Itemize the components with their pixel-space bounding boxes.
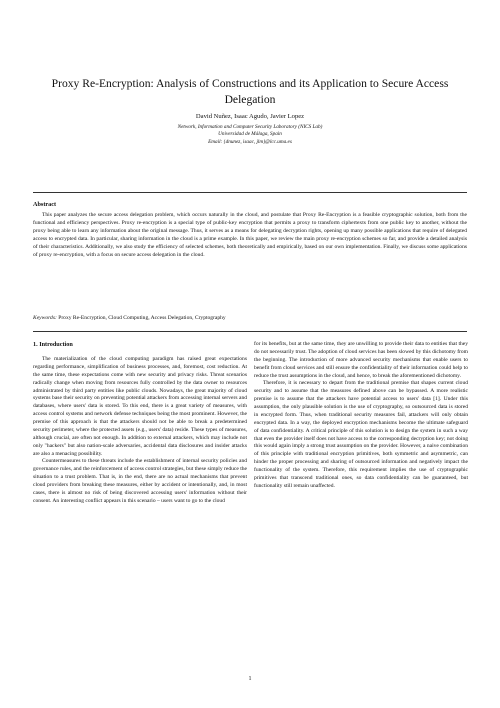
abstract-heading: Abstract	[33, 201, 57, 208]
abstract-text: This paper analyzes the secure access delegation problem, which occurs naturally in the cloud, and postulate that Proxy Re-Encryption is a feasible cryptographic solution, both from the functional and efficiency perspectives. Proxy re-encryption is a special type of public-key encryption that permits a proxy to transform ciphertexts from one public key to another, without the proxy being able to learn any information about the original message. Thus, it serves as a means for delegating decryption rights, opening up many possible applications that require of delegated access to encrypted data. In particular, sharing information in the cloud is a prime example. In this paper, we review the main proxy re-encryption schemes so far, and provide a detailed analysis of their characteristics. Additionally, we also study the efficiency of selected schemes, both theoretically and empirically, based on our own implementation. Finally, we discuss some applications of proxy re-encryption, with a focus on secure access delegation in the cloud.	[33, 212, 467, 258]
page-number: 1	[248, 676, 252, 682]
author-list: David Nuñez, Isaac Agudo, Javier Lopez	[195, 113, 305, 120]
intro-paragraph: Countermeasures to these threats include the establishment of internal security policies and governance rules, and the reinforcement of access control strategies, but these simply reduce the situation to a trust problem. That is, in the end, there are no actual mechanisms that prevent cloud providers from breaking these measures, either by accident or intentionally, and, in most cases, there is almost no risk of being discovered accessing users' information without their consent. An interesting conflict appears in this scenario – users want to go to the cloud	[33, 458, 247, 504]
intro-paragraph: for its benefits, but at the same time, they are unwilling to provide their data to entities that they do not necessarily trust. The adoption of cloud services has been slowed by this dichotomy from the beginning. The introduction of more advanced security mechanisms that enable users to benefit from cloud services and still ensure the confidentiality of their information could help to reduce the trust assumptions in the cloud, and hence, to break the aforementioned dichotomy.	[254, 341, 468, 379]
affiliation-lab: Network, Information and Computer Security Laboratory (NICS Lab)	[177, 124, 323, 130]
abstract-bottom-rule	[33, 331, 467, 332]
keywords-label: Keywords:	[33, 315, 57, 321]
section-heading-introduction: 1. Introduction	[33, 341, 73, 348]
intro-paragraph: Therefore, it is necessary to depart from the traditional premise that shapes current cloud security and to assume that the measures defined above can be bypassed. A more realistic premise is to assume that the attackers have potential access to users' data [1]. Under this assumption, the only plausible solution is the use of cryptography, so outsourced data is stored in encrypted form. Thus, when traditional security measures fail, attackers will only obtain encrypted data. In a way, the deployed encryption mechanisms become the ultimate safeguard of data confidentiality. A critical principle of this solution is to design the system in such a way that even the provider itself does not have access to the corresponding decryption key; not doing this would again imply a strong trust assumption on the provider. However, a naive combination of this principle with traditional encryption primitives, both symmetric and asymmetric, can hinder the proper processing and sharing of outsourced information and negatively impact the functionality of the system. Therefore, this requirement implies the use of cryptographic primitives that transcend traditional ones, so data confidentiality can be guaranteed, but functionality still remain unaffected.	[254, 380, 468, 489]
affiliation-university: Universidad de Málaga, Spain	[218, 131, 282, 138]
abstract-top-rule	[33, 192, 467, 193]
right-column	[254, 341, 468, 491]
left-column	[33, 356, 247, 506]
keywords-list: Proxy Re-Encryption, Cloud Computing, Access Delegation, Cryptography	[58, 315, 226, 321]
intro-paragraph: The materialization of the cloud computing paradigm has raised great expectations regarding performance, simplification of business processes, and, foremost, cost reduction. At the same time, these expectations come with new security and privacy risks. Threat scenarios radically change when moving from resources fully controlled by the data owner to resources administrated by third party entities like public clouds. Nowadays, the great majority of cloud systems base their security on preventing potential attackers from accessing internal servers and databases, where users' data is stored. To this end, there is a great variety of measures, with access control systems and network defense techniques being the most prominent. However, the premise of this approach is that the attackers should not be able to break a predetermined security perimeter, where the protected assets (e.g., users' data) reside. These types of measures, although crucial, are often not enough. In addition to external attackers, which may include not only "hackers" but also nation-scale adversaries, accidental data disclosures and insider attacks are also a menacing possibility.	[33, 356, 247, 457]
keywords-line	[33, 315, 467, 323]
affiliation-email: Email: {dnunez, isaac, jlm}@lcc.uma.es	[208, 138, 292, 145]
affiliation-block	[40, 124, 460, 146]
paper-title: Proxy Re-Encryption: Analysis of Constructions and its Application to Secure Access Delegation	[51, 77, 449, 106]
